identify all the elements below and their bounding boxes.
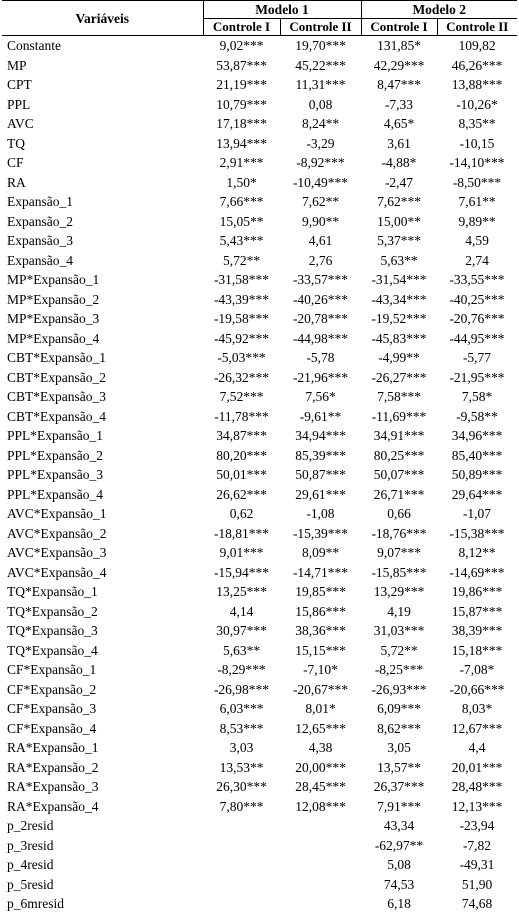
model-1-control-1-cell: 9,01*** [219, 545, 264, 560]
model-1-control-1-cell: 9,02*** [219, 38, 264, 53]
model-1-control-1-cell: -26,32*** [213, 369, 270, 385]
model-1-control-1-cell: -8,29*** [217, 662, 266, 677]
model-1-control-2-cell: -44,98*** [292, 330, 349, 346]
model-2-control-2-cell: 19,86*** [451, 584, 503, 599]
variable-name-cell: TQ [7, 135, 25, 151]
model-2-control-1-cell: 80,25*** [373, 447, 425, 463]
model-1-control-2-cell: 8,09** [301, 545, 340, 560]
model-2-control-1-cell: 7,62*** [377, 194, 421, 209]
variable-name-cell: Expansão_1 [7, 194, 73, 209]
model-2-control-1-cell: 3,05 [387, 740, 411, 755]
model-2-control-2-cell: 74,68 [461, 896, 493, 911]
variable-name-cell: CF [7, 155, 24, 170]
model-2-control-1-cell: -45,83*** [371, 330, 427, 346]
table-row [2, 134, 517, 154]
variable-name-cell: PPL*Expansão_2 [7, 447, 103, 463]
model-1-control-1-cell: -18,81*** [213, 525, 270, 541]
model-2-control-1-cell: 5,72** [380, 642, 418, 658]
variable-name-cell: CF*Expansão_2 [7, 681, 97, 697]
model-2-control-2-cell: -23,94 [459, 818, 495, 833]
table-row [2, 114, 517, 134]
model-2-control-2-cell: -14,69*** [449, 564, 505, 580]
model-2-control-2-cell: -7,08* [459, 662, 495, 677]
model-2-control-2-cell: -7,82 [462, 837, 492, 853]
table-row [2, 485, 517, 505]
model-2-control-1-cell: 26,71*** [373, 486, 425, 502]
model-2-control-1-cell: -4,88* [381, 155, 417, 170]
model-2-control-1-cell: -26,93*** [371, 681, 427, 697]
model-1-control-2-cell: -5,78 [306, 350, 335, 365]
model-1-control-1-header: Controle I [203, 19, 280, 36]
model-1-control-1-cell [203, 855, 280, 875]
variable-name-cell: RA [7, 174, 26, 190]
table-row [2, 855, 517, 875]
model-1-control-1-cell: -43,39*** [213, 291, 270, 307]
model-2-control-2-cell: -21,95*** [449, 369, 505, 385]
model-1-control-1-cell [203, 836, 280, 856]
table-row [2, 75, 517, 95]
model-2-control-2-cell: 8,12** [458, 545, 496, 560]
model-1-control-2-cell: 15,15*** [295, 642, 346, 658]
model-2-control-2-cell: 13,88*** [451, 77, 503, 92]
model-1-control-1-cell: 26,62*** [216, 486, 267, 502]
model-1-control-1-cell: -11,78*** [214, 408, 269, 424]
model-1-control-2-cell: -21,96*** [292, 369, 349, 385]
model-1-control-2-cell: 28,45*** [295, 779, 346, 794]
model-1-control-1-cell: 3,03 [229, 740, 254, 755]
model-2-control-1-cell: -7,33 [384, 96, 414, 112]
model-1-control-2-cell: 9,90** [301, 213, 340, 229]
model-2-control-2-cell: 2,74 [465, 252, 489, 268]
model-1-control-1-cell: -31,58*** [213, 272, 270, 287]
table-row [2, 777, 517, 797]
model-2-control-1-cell: 50,07*** [373, 467, 425, 482]
model-1-control-2-cell: 38,36*** [295, 623, 346, 638]
model-2-control-2-cell: -14,10*** [449, 155, 505, 170]
model-1-control-1-cell: 6,03*** [219, 701, 264, 716]
model-2-control-1-cell: 13,29*** [373, 584, 425, 599]
variables-column-header: Variáveis [2, 1, 203, 36]
table-header [2, 1, 517, 36]
table-row [2, 95, 517, 115]
model-1-control-2-cell: -14,71*** [292, 564, 349, 580]
model-2-control-1-cell: 5,08 [387, 857, 411, 872]
model-2-control-1-cell: 7,91*** [377, 798, 421, 814]
variable-name-cell: CBT*Expansão_3 [7, 389, 106, 404]
variable-name-cell: CPT [7, 77, 32, 92]
variable-name-cell: p_4resid [7, 857, 54, 872]
variable-name-cell: p_5resid [7, 876, 54, 892]
model-1-control-2-cell: -15,39*** [292, 525, 349, 541]
model-1-control-2-cell: -9,61** [299, 408, 342, 424]
variable-name-cell: PPL*Expansão_1 [7, 428, 103, 443]
model-2-control-2-cell: -5,77 [462, 350, 492, 365]
model-2-control-2-header: Controle II [437, 19, 517, 36]
model-2-control-1-cell: 5,37*** [377, 233, 421, 248]
model-2-control-2-cell: 15,87*** [451, 603, 503, 619]
model-1-control-1-cell: 5,72** [222, 252, 261, 268]
model-1-control-1-cell: 26,30*** [216, 779, 267, 794]
table-row [2, 446, 517, 466]
table-row [2, 875, 517, 895]
model-2-control-1-cell: -26,27*** [371, 369, 427, 385]
model-1-control-1-cell: 7,66*** [219, 194, 264, 209]
model-2-control-1-cell: 0,66 [387, 506, 411, 521]
model-1-control-1-cell [203, 816, 280, 836]
model-1-control-1-cell: 15,05** [219, 213, 264, 229]
table-row [2, 212, 517, 232]
model-1-control-1-cell: 7,52*** [219, 389, 264, 404]
model-2-control-2-cell: 85,40*** [451, 447, 503, 463]
variable-name-cell: MP [7, 57, 27, 73]
model-1-control-2-cell: -20,78*** [292, 311, 349, 326]
variable-name-cell: p_6mresid [7, 896, 64, 911]
variable-name-cell: CF*Expansão_1 [7, 662, 97, 677]
table-row [2, 329, 517, 349]
regression-results-table [2, 0, 517, 914]
model-1-control-2-cell [280, 875, 361, 895]
model-1-control-2-cell: 20,00*** [295, 759, 346, 775]
variable-name-cell: TQ*Expansão_2 [7, 603, 98, 619]
table-row [2, 797, 517, 817]
model-1-control-2-cell: 7,62** [301, 194, 340, 209]
variable-name-cell: AVC*Expansão_2 [7, 525, 107, 541]
model-1-control-1-cell: 0,62 [229, 506, 254, 521]
model-1-control-2-cell: 11,31*** [295, 77, 346, 92]
variable-name-cell: AVC [7, 116, 34, 131]
model-2-control-1-cell: 43,34 [383, 818, 415, 833]
table-row [2, 368, 517, 388]
model-1-control-2-cell: 34,94*** [295, 428, 346, 443]
model-1-control-1-cell: -26,98*** [213, 681, 270, 697]
table-row [2, 543, 517, 563]
table-row [2, 426, 517, 446]
table-row [2, 231, 517, 251]
model-2-control-1-cell: -18,76*** [371, 525, 427, 541]
model-2-header: Modelo 2 [361, 1, 517, 19]
model-1-control-2-cell: 45,22*** [295, 57, 346, 73]
variable-name-cell: PPL*Expansão_3 [7, 467, 103, 482]
model-1-control-1-cell: 17,18*** [216, 116, 267, 131]
model-1-control-1-cell: 2,91*** [219, 155, 264, 170]
model-1-control-2-cell: -33,57*** [292, 272, 349, 287]
variable-name-cell: AVC*Expansão_1 [7, 506, 107, 521]
model-1-control-2-cell: -7,10* [303, 662, 338, 677]
model-1-control-1-cell: -45,92*** [213, 330, 270, 346]
model-2-control-2-cell: 29,64*** [451, 486, 503, 502]
model-1-control-1-cell: 4,14 [229, 603, 254, 619]
table-row [2, 563, 517, 583]
table-body [2, 36, 517, 914]
model-2-control-1-cell: -43,34*** [371, 291, 427, 307]
table-row [2, 758, 517, 778]
model-1-control-1-cell: 13,53** [219, 759, 264, 775]
model-2-control-1-cell: 5,63** [380, 252, 418, 268]
model-1-control-2-cell: 8,01* [305, 701, 336, 716]
variable-name-cell: Expansão_4 [7, 252, 73, 268]
variable-name-cell: RA*Expansão_3 [7, 779, 99, 794]
model-1-control-2-cell: 19,70*** [295, 38, 346, 53]
model-1-control-2-cell: 29,61*** [295, 486, 346, 502]
table-row [2, 36, 517, 56]
model-1-control-2-cell: -1,08 [306, 506, 335, 521]
table-row [2, 738, 517, 758]
variable-name-cell: RA*Expansão_2 [7, 759, 99, 775]
variable-name-cell: MP*Expansão_3 [7, 311, 100, 326]
model-1-control-1-cell: 30,97*** [216, 623, 267, 638]
model-2-control-2-cell: -10,26* [456, 96, 498, 112]
model-2-control-2-cell: 109,82 [458, 38, 496, 53]
model-2-control-1-cell: 13,57** [377, 759, 421, 775]
model-1-control-2-cell: 50,87*** [295, 467, 346, 482]
model-1-control-1-cell: 8,53*** [219, 720, 264, 736]
model-2-control-2-cell: 12,13*** [451, 798, 503, 814]
model-2-control-2-cell: -20,66*** [449, 681, 505, 697]
model-2-control-2-cell: -15,38*** [449, 525, 505, 541]
table-row [2, 621, 517, 641]
model-2-control-1-cell: 4,65* [383, 116, 415, 131]
variable-name-cell: AVC*Expansão_3 [7, 545, 107, 560]
model-2-control-1-cell: 6,09*** [377, 701, 421, 716]
model-1-control-2-cell: 15,86*** [295, 603, 346, 619]
model-1-control-2-cell: -8,92*** [296, 155, 345, 170]
model-1-control-2-cell: 19,85*** [295, 584, 346, 599]
variable-name-cell: PPL [7, 96, 31, 112]
model-2-control-1-cell: 7,58*** [377, 389, 421, 404]
model-1-control-1-cell: 10,79*** [216, 96, 267, 112]
model-2-control-1-cell: 15,00** [377, 213, 421, 229]
variable-name-cell: CF*Expansão_4 [7, 720, 97, 736]
table-row [2, 56, 517, 76]
model-2-control-1-header: Controle I [361, 19, 437, 36]
table-row [2, 719, 517, 739]
model-1-control-2-cell: 0,08 [308, 96, 333, 112]
table-row [2, 836, 517, 856]
model-2-control-1-cell: 6,18 [387, 896, 411, 911]
model-2-control-1-cell: 3,61 [387, 135, 411, 151]
variable-name-cell: TQ*Expansão_3 [7, 623, 98, 638]
model-1-control-2-cell: 4,38 [308, 740, 333, 755]
model-2-control-2-cell: -40,25*** [449, 291, 505, 307]
model-2-control-2-cell: -8,50*** [452, 174, 502, 190]
table-row [2, 680, 517, 700]
model-2-control-2-cell: -33,55*** [449, 272, 505, 287]
model-2-control-2-cell: -49,31 [459, 857, 495, 872]
model-1-control-1-cell: 50,01*** [216, 467, 267, 482]
variable-name-cell: p_3resid [7, 837, 54, 853]
model-2-control-2-cell: -44,95*** [449, 330, 505, 346]
model-1-control-2-cell: 4,61 [308, 233, 333, 248]
model-2-control-2-cell: 4,4 [468, 740, 486, 755]
table-row [2, 407, 517, 427]
model-2-control-1-cell: 34,91*** [373, 428, 425, 443]
variable-name-cell: MP*Expansão_4 [7, 330, 100, 346]
model-2-control-1-cell: -31,54*** [371, 272, 427, 287]
model-2-control-1-cell: -8,25*** [374, 662, 424, 677]
model-1-control-1-cell [203, 894, 280, 914]
model-2-control-2-cell: 8,35** [458, 116, 496, 131]
model-2-control-2-cell: -9,58** [456, 408, 498, 424]
table-row [2, 582, 517, 602]
table-row [2, 524, 517, 544]
model-2-control-1-cell: 4,19 [387, 603, 411, 619]
model-2-control-2-cell: -10,15 [459, 135, 495, 151]
model-1-control-1-cell: 80,20*** [216, 447, 267, 463]
model-2-control-1-cell: 31,03*** [373, 623, 425, 638]
model-1-control-2-cell: 2,76 [308, 252, 333, 268]
model-2-control-1-cell: 74,53 [383, 876, 415, 892]
model-1-control-2-cell: -3,29 [306, 135, 335, 151]
table-row [2, 641, 517, 661]
table-row [2, 465, 517, 485]
model-1-control-2-cell [280, 894, 361, 914]
variable-name-cell: CBT*Expansão_4 [7, 408, 106, 424]
variable-name-cell: Constante [7, 38, 61, 53]
model-1-control-2-cell [280, 855, 361, 875]
model-2-control-1-cell: -15,85*** [371, 564, 427, 580]
variable-name-cell: TQ*Expansão_4 [7, 642, 98, 658]
model-2-control-2-cell: 4,59 [465, 233, 489, 248]
model-2-control-2-cell: -20,76*** [449, 311, 505, 326]
model-1-control-2-header: Controle II [280, 19, 361, 36]
model-2-control-2-cell: 7,58* [461, 389, 493, 404]
model-2-control-2-cell: 8,03* [461, 701, 493, 716]
variable-name-cell: Expansão_3 [7, 233, 73, 248]
model-2-control-2-cell: 20,01*** [451, 759, 503, 775]
model-1-control-2-cell: 12,65*** [295, 720, 346, 736]
model-2-control-1-cell: -19,52*** [371, 311, 427, 326]
table-row [2, 251, 517, 271]
model-2-control-1-cell: -11,69*** [371, 408, 427, 424]
model-2-control-2-cell: 15,18*** [451, 642, 503, 658]
table-row [2, 504, 517, 524]
model-2-control-1-cell: -2,47 [384, 174, 414, 190]
model-1-control-1-cell: 7,80*** [219, 798, 264, 814]
variable-name-cell: CBT*Expansão_2 [7, 369, 106, 385]
model-1-control-1-cell: 53,87*** [216, 57, 267, 73]
model-1-control-2-cell [280, 836, 361, 856]
model-2-control-1-cell: 8,62*** [377, 720, 421, 736]
model-1-control-2-cell: -20,67*** [292, 681, 349, 697]
model-1-control-2-cell: -40,26*** [292, 291, 349, 307]
model-2-control-1-cell: 26,37*** [373, 779, 425, 794]
variable-name-cell: MP*Expansão_2 [7, 291, 100, 307]
model-2-control-1-cell: 9,07*** [377, 545, 421, 560]
model-2-control-2-cell: 28,48*** [451, 779, 503, 794]
variable-name-cell: AVC*Expansão_4 [7, 564, 107, 580]
variable-name-cell: TQ*Expansão_1 [7, 584, 98, 599]
model-1-control-1-cell: 1,50* [226, 174, 257, 190]
table-row [2, 173, 517, 193]
model-2-control-2-cell: 34,96*** [451, 428, 503, 443]
model-2-control-1-cell: -4,99** [378, 350, 420, 365]
model-1-control-1-cell: -15,94*** [213, 564, 270, 580]
variable-name-cell: MP*Expansão_1 [7, 272, 100, 287]
model-1-control-1-cell: 21,19*** [216, 77, 267, 92]
table-row [2, 699, 517, 719]
model-1-control-2-cell: 8,24** [301, 116, 340, 131]
table-row [2, 192, 517, 212]
model-1-control-1-cell: -5,03*** [217, 350, 266, 365]
table-row [2, 309, 517, 329]
table-row [2, 270, 517, 290]
model-2-control-2-cell: 38,39*** [451, 623, 503, 638]
model-2-control-2-cell: 50,89*** [451, 467, 503, 482]
model-2-control-1-cell: -62,97** [374, 837, 424, 853]
model-1-control-1-cell: 5,43*** [219, 233, 264, 248]
table-row [2, 348, 517, 368]
table-row [2, 602, 517, 622]
model-2-control-1-cell: 131,85* [377, 38, 421, 53]
model-1-control-1-cell [203, 875, 280, 895]
model-2-control-1-cell: 42,29*** [373, 57, 425, 73]
model-2-control-2-cell: -1,07 [462, 506, 492, 521]
table-row [2, 387, 517, 407]
model-2-control-2-cell: 51,90 [461, 876, 493, 892]
model-1-control-1-cell: 13,94*** [216, 135, 267, 151]
table-row [2, 290, 517, 310]
model-1-control-2-cell: 12,08*** [295, 798, 346, 814]
variable-name-cell: Expansão_2 [7, 213, 73, 229]
table-row [2, 894, 517, 914]
variable-name-cell: p_2resid [7, 818, 54, 833]
variable-name-cell: CF*Expansão_3 [7, 701, 97, 716]
variable-name-cell: RA*Expansão_4 [7, 798, 99, 814]
model-1-control-1-cell: 34,87*** [216, 428, 267, 443]
model-1-control-2-cell: -10,49*** [292, 174, 349, 190]
model-2-control-1-cell: 8,47*** [377, 77, 421, 92]
model-2-control-2-cell: 7,61** [458, 194, 496, 209]
variable-name-cell: CBT*Expansão_1 [7, 350, 106, 365]
model-1-control-2-cell: 7,56* [305, 389, 336, 404]
table-row [2, 153, 517, 173]
table-row [2, 816, 517, 836]
model-1-control-2-cell [280, 816, 361, 836]
model-1-control-1-cell: 5,63** [222, 642, 261, 658]
table-row [2, 660, 517, 680]
model-1-control-2-cell: 85,39*** [295, 447, 346, 463]
model-1-control-1-cell: 13,25*** [216, 584, 267, 599]
model-2-control-2-cell: 9,89** [458, 213, 496, 229]
model-2-control-2-cell: 12,67*** [451, 720, 503, 736]
model-1-control-1-cell: -19,58*** [213, 311, 270, 326]
model-1-header: Modelo 1 [203, 1, 361, 19]
variable-name-cell: RA*Expansão_1 [7, 740, 99, 755]
model-2-control-2-cell: 46,26*** [451, 57, 503, 73]
variable-name-cell: PPL*Expansão_4 [7, 486, 103, 502]
